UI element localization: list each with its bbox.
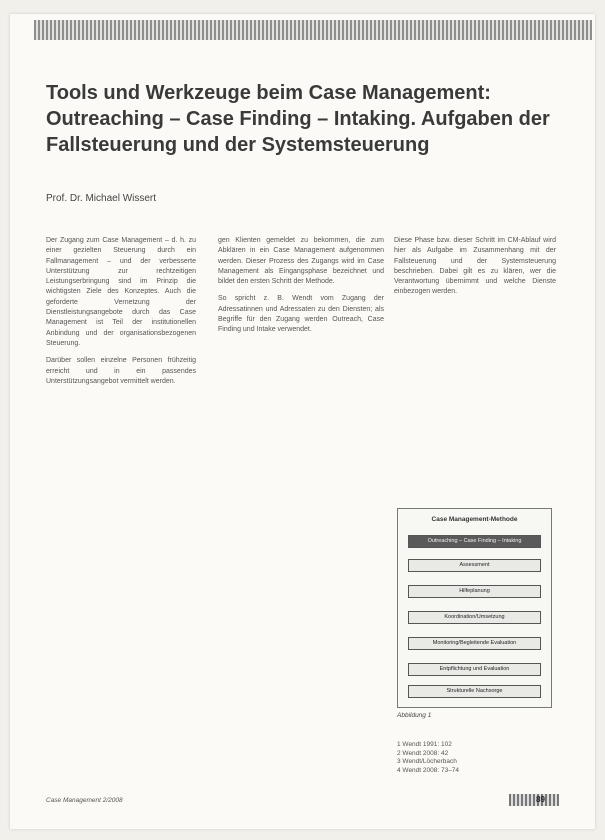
figure-step-4: Koordination/Umsetzung [408,611,541,624]
footnote: 3 Wendt/Löcherbach [397,758,457,765]
footnote: 1 Wendt 1991: 102 [397,741,452,748]
figure-step-2: Assessment [408,559,541,572]
figure-step-3: Hilfeplanung [408,585,541,598]
figure-diagram [397,508,552,708]
body-column-2 [218,236,384,343]
paragraph: So spricht z. B. Wendt vom Zugang der Adressatinnen und Adressaten zu den Diensten; als Begriffe für den Zugang werden Outreach, Case Finding und Intake verwendet. [218,295,384,334]
footer-pattern-bar [509,794,559,806]
figure-step-7: Strukturelle Nachsorge [408,685,541,698]
figure-step-6: Entpflichtung und Evaluation [408,663,541,676]
header-pattern-bar [34,20,592,40]
paragraph: Diese Phase bzw. dieser Schritt im CM-Ablauf wird hier als Aufgabe im Zusammenhang mit der Fallsteuerung und der Systemsteuerung beschrieben. Dabei gilt es zu klären, wer die Verantwortung übernimmt und welche Dienste einbezogen werden. [394,237,556,296]
footnote: 4 Wendt 2008: 73–74 [397,766,460,774]
figure-caption: Abbildung 1 [397,712,432,719]
body-column-3 [394,236,556,305]
paragraph: Der Zugang zum Case Management – d. h. zu einer gezielten Steuerung durch ein Fallmanagement – und der verbesserte Unterstützung zur rechtzeitigen Leistungserbringung sind im Prinzip die wichtigsten Ziele des Konzeptes. Auch die geforderte Vernetzung der Dienstleistungsangebote durch das Case Management ist Teil der institutionellen Anbindung und der organisationsbezogenen Steuerung. [46,237,196,347]
figure-step-1: Outreaching – Case Finding – Intaking [408,535,541,548]
figure-step-5: Monitoring/Begleitende Evaluation [408,637,541,650]
article-title: Tools und Werkzeuge beim Case Management: Outreaching – Case Finding – Intaking. Aufgaben der Fallsteuerung und der Systemsteuerung [46,82,550,156]
journal-footer: Case Management 2/2008 [46,797,123,804]
body-column-1 [46,236,196,394]
figure-title: Case Management-Methode [431,516,518,523]
paragraph: Darüber sollen einzelne Personen frühzeitig erreicht und in ein passendes Unterstützungsangebot vermittelt werden. [46,357,196,385]
author-name: Prof. Dr. Michael Wissert [46,193,157,204]
footnotes [397,741,557,775]
footnote: 2 Wendt 2008: 42 [397,749,449,757]
paragraph: gen Klienten gemeldet zu bekommen, die zum Abklären in ein Case Management aufgenommen werden. Dieser Prozess des Zugangs wird im Case Management als Eingangsphase bezeichnet und bildet den ersten Schritt der Methode. [218,237,384,286]
page-number: 89 [536,795,545,804]
